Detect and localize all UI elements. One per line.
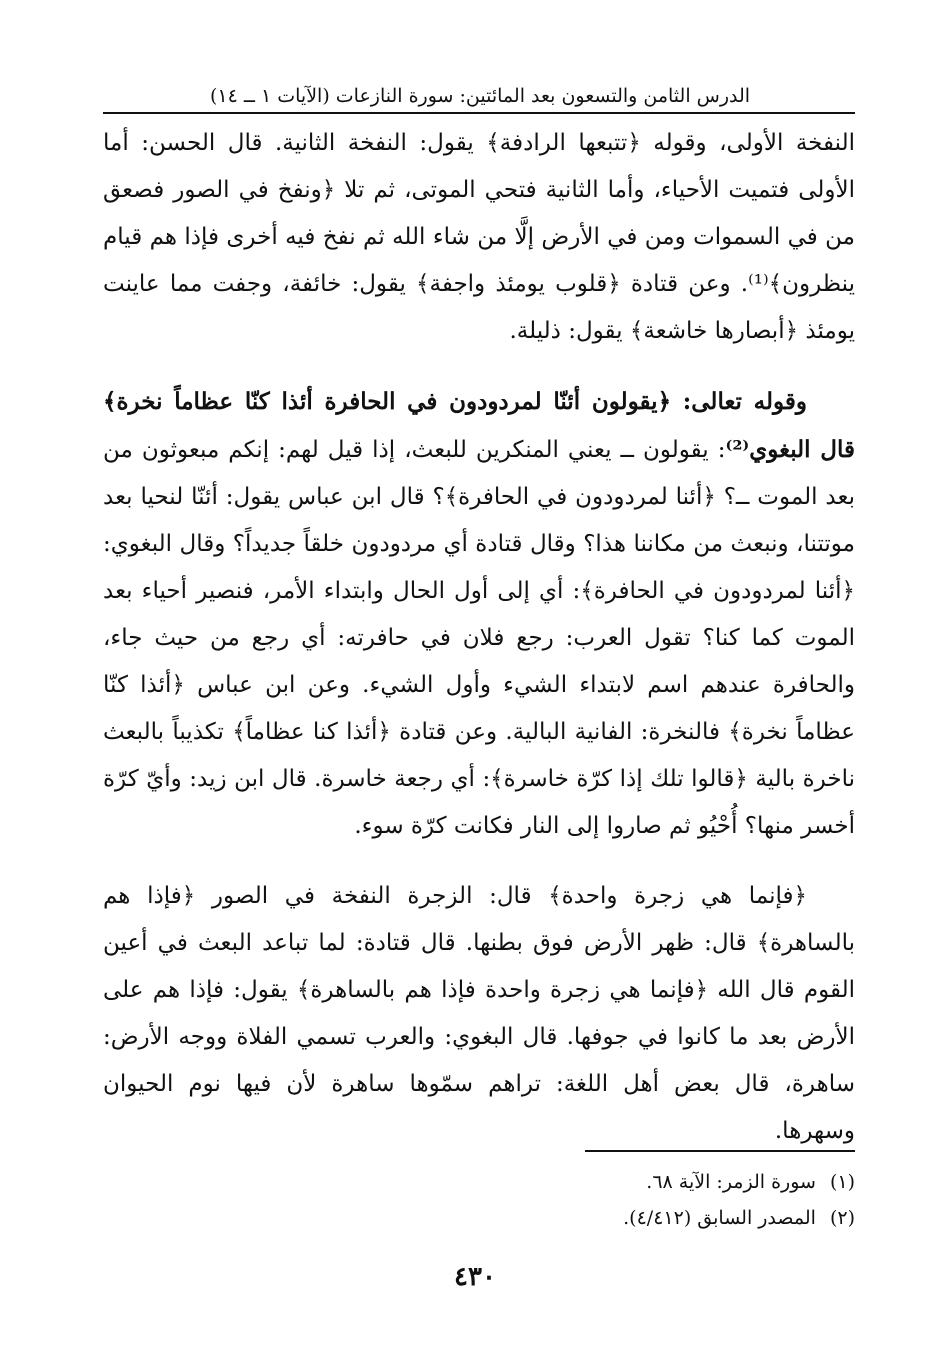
footnote-1-text: سورة الزمر: الآية ٦٨.	[646, 1171, 816, 1193]
footnotes	[500, 1164, 855, 1236]
paragraph-3-text: ﴿فإنما هي زجرة واحدة﴾ قال: الزجرة النفخة في الصور ﴿فإذا هم بالساهرة﴾ قال: ظهر الأرض فوق بطنها. قال قتادة: لما تباعد البعث في أعين القوم قال الله ﴿فإنما هي زجرة واحدة فإذا هم بالساهرة﴾ يقول: فإذا هم على الأرض بعد ما كانوا في جوفها. قال البغوي: والعرب تسمي الفلاة ووجه الأرض: ساهرة، قال بعض أهل اللغة: تراهم سمّوها ساهرة لأن فيها نوم الحيوان وسهرها.	[103, 883, 855, 1144]
paragraph-1	[103, 120, 855, 355]
footnote-rule	[585, 1150, 855, 1152]
footnote-2	[500, 1200, 855, 1236]
paragraph-2-text: : يقولون ــ يعني المنكرين للبعث، إذا قيل لهم: إنكم مبعوثون من بعد الموت ــ؟ ﴿أئنا لمردودون في الحافرة﴾؟ قال ابن عباس يقول: أئنّا لنحيا بعد موتتنا، ونبعث من مكاننا هذا؟ وقال قتادة أي مردودون خلقاً جديداً؟ وقال البغوي: ﴿أئنا لمردودون في الحافرة﴾: أي إلى أول الحال وابتداء الأمر، فنصير أحياء بعد الموت كما كنا؟ تقول العرب: رجع فلان في حافرته: أي رجع من حيث جاء، والحافرة عندهم اسم لابتداء الشيء وأول الشيء. وعن ابن عباس ﴿أئذا كنّا عظاماً نخرة﴾ فالنخرة: الفانية البالية. وعن قتادة ﴿أئذا كنا عظاماً﴾ تكذيباً بالبعث ناخرة بالية ﴿قالوا تلك إذا كرّة خاسرة﴾: أي رجعة خاسرة. قال ابن زيد: وأيّ كرّة أخسر منها؟ أُحْيُو ثم صاروا إلى النار فكانت كرّة سوء.	[103, 437, 855, 839]
footnote-2-number: (٢)	[829, 1207, 855, 1229]
paragraph-1-text: النفخة الأولى، وقوله ﴿تتبعها الرادفة﴾ يقول: النفخة الثانية. قال الحسن: أما الأولى فتميت الأحياء، وأما الثانية فتحي الموتى، ثم تلا ﴿ونفخ في الصور فصعق من في السموات ومن في الأرض إلَّا من شاء الله ثم نفخ فيه أخرى فإذا هم قيام ينظرون﴾⁽¹⁾. وعن قتادة ﴿قلوب يومئذ واجفة﴾ يقول: خائفة، وجفت مما عاينت يومئذ ﴿أبصارها خاشعة﴾ يقول: ذليلة.	[103, 130, 855, 344]
footnote-1	[500, 1164, 855, 1200]
footnote-1-number: (١)	[829, 1171, 855, 1193]
main-text	[103, 120, 855, 1155]
paragraph-2	[103, 378, 855, 850]
header-rule	[103, 112, 855, 114]
footnote-2-text: المصدر السابق (٤/٤١٢).	[623, 1207, 816, 1229]
running-title: الدرس الثامن والتسعون بعد المائتين: سورة النازعات (الآيات ١ ــ ١٤)	[209, 85, 751, 107]
page-number: ٤٣٠	[454, 1262, 496, 1292]
paragraph-3	[103, 873, 855, 1155]
paragraph-2-lead: وقوله تعالى: ﴿يقولون أئنّا لمردودون في الحافرة أئذا كنّا عظاماً نخرة﴾ قال البغوي⁽²⁾	[103, 388, 856, 463]
